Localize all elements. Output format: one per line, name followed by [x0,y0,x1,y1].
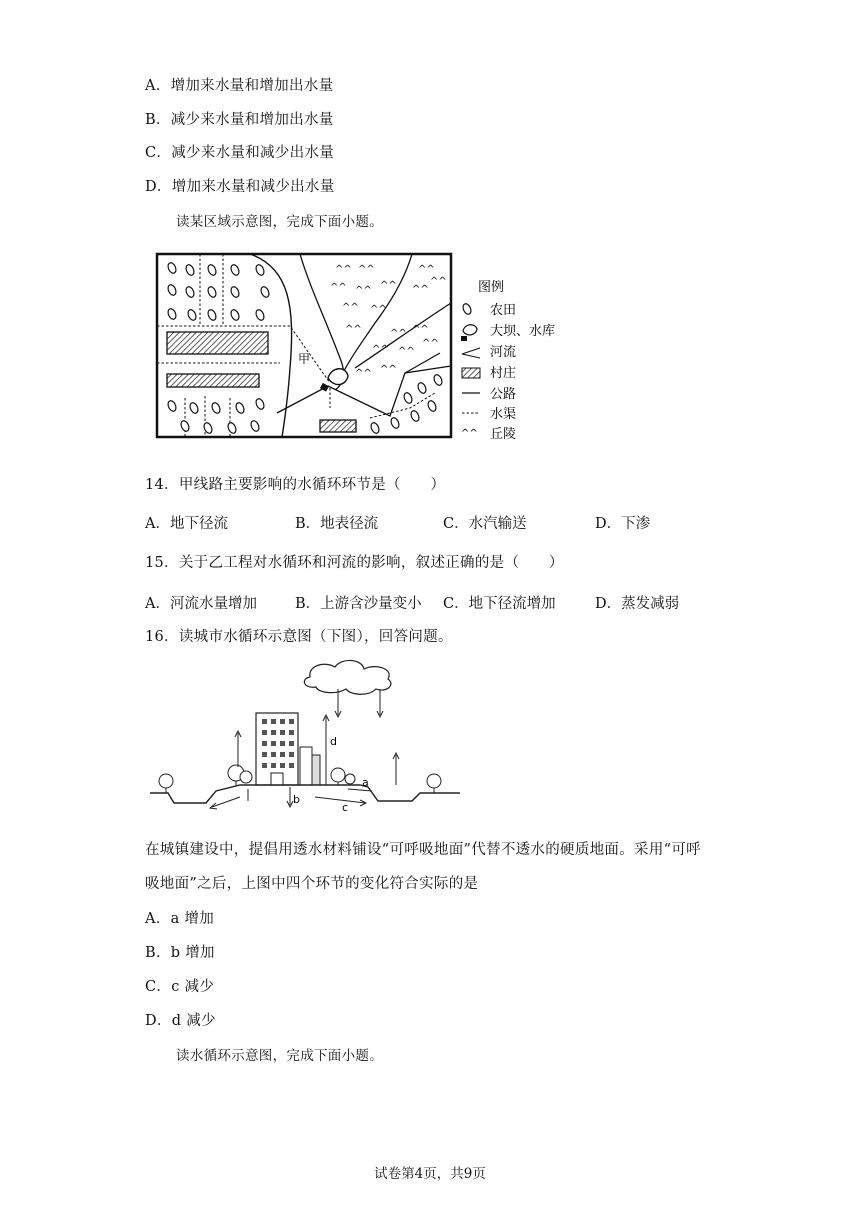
svg-text:^^: ^^ [412,284,429,295]
svg-text:^^: ^^ [418,264,435,275]
svg-text:^^: ^^ [370,304,387,315]
svg-text:^^: ^^ [398,346,415,357]
q15-option-c: C．地下径流增加 [443,596,556,612]
svg-text:^^: ^^ [422,338,439,349]
map-legend [461,280,555,442]
q16-option-a: A．a 增加 [145,911,215,927]
svg-text:^^: ^^ [330,282,347,293]
svg-text:^^: ^^ [345,324,362,335]
q16-paragraph-line-2: 吸地面”之后，上图中四个环节的变化符合实际的是 [145,876,479,892]
q16-option-d: D．d 减少 [145,1013,216,1029]
svg-text:^^: ^^ [355,368,372,379]
label-c: c [342,801,349,814]
q14-option-a: A．地下径流 [145,516,228,532]
svg-text:^^: ^^ [342,302,359,313]
legend-village: 村庄 [490,366,517,381]
svg-text:^^: ^^ [358,264,375,275]
legend-farmland: 农田 [490,303,517,318]
label-b: b [293,793,300,806]
q16-option-b: B．b 增加 [145,945,215,961]
intro-text-1: 读某区域示意图，完成下面小题。 [176,214,383,230]
q15-stem: 15．关于乙工程对水循环和河流的影响，叙述正确的是（ ） [145,555,564,571]
q16-stem: 16．读城市水循环示意图（下图），回答问题。 [145,629,453,645]
legend-title: 图例 [478,280,505,295]
q14-stem: 14．甲线路主要影响的水循环环节是（ ） [145,477,446,493]
prev-option-c: C．减少来水量和减少出水量 [145,145,334,161]
legend-hills: 丘陵 [490,427,517,442]
svg-text:^^: ^^ [430,276,447,287]
label-d: d [330,735,337,748]
svg-text:^^: ^^ [380,280,397,291]
svg-text:^^: ^^ [390,328,407,339]
prev-option-b: B．减少来水量和增加出水量 [145,112,334,128]
q15-option-d: D．蒸发减弱 [595,596,680,612]
legend-road: 公路 [490,387,517,402]
q16-paragraph-line-1: 在城镇建设中，提倡用透水材料铺设“可呼吸地面”代替不透水的硬质地面。采用“可呼 [145,842,701,858]
label-a: a [362,776,369,789]
svg-text:^^: ^^ [355,285,372,296]
q16-option-c: C．c 减少 [145,979,215,995]
svg-text:^^: ^^ [335,264,352,275]
legend-dam: 大坝、水库 [490,324,556,339]
legend-river: 河流 [490,345,517,360]
intro-text-2: 读水循环示意图，完成下面小题。 [176,1048,383,1064]
q15-option-b: B．上游含沙量变小 [295,596,422,612]
svg-text:^^: ^^ [380,364,397,375]
prev-option-a: A．增加来水量和增加出水量 [145,78,334,94]
svg-text:^^: ^^ [412,324,429,335]
q14-option-b: B．地表径流 [295,516,379,532]
region-map [150,248,580,444]
legend-canal: 水渠 [490,407,517,422]
svg-text:^^: ^^ [372,344,389,355]
prev-option-d: D．增加来水量和减少出水量 [145,179,335,195]
page-footer: 试卷第4页，共9页 [374,1166,486,1182]
q14-option-c: C．水汽输送 [443,516,527,532]
q14-option-d: D．下渗 [595,516,651,532]
label-jia: 甲 [298,352,311,366]
q15-option-a: A．河流水量增加 [145,596,257,612]
urban-water-cycle-figure [150,655,460,815]
svg-text:^^: ^^ [461,428,478,439]
